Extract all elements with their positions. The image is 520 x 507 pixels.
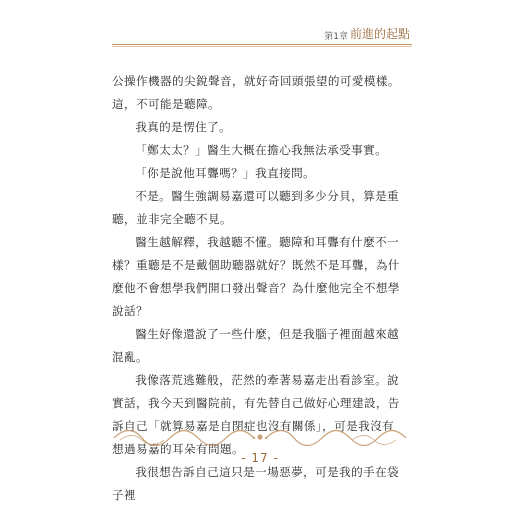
chapter-label: 第1章 <box>324 32 348 42</box>
running-header <box>0 0 520 40</box>
paragraph: 我真的是愣住了。 <box>135 120 232 134</box>
paragraph: 醫生好像還說了一些什麼，但是我腦子裡面越來越混亂。 <box>112 327 400 364</box>
paragraph: 「你是說他耳聾嗎？」我直接問。 <box>135 166 316 180</box>
paragraph: 我像落荒逃難般，茫然的牽著易嘉走出看診室。說實話，我今天到醫院前，有先替自己做好心理建設，告訴自己「就算易嘉是自閉症也沒有關係」，可是我沒有想過易嘉的耳朵有問題。 <box>112 373 400 456</box>
paragraph: 公操作機器的尖銳聲音，就好奇回頭張望的可愛模樣。這，不可能是聽障。 <box>112 74 400 111</box>
paragraph: 我很想告訴自己這只是一場惡夢，可是我的手在袋子裡 <box>112 465 400 502</box>
page-number: - 17 - <box>241 451 279 465</box>
paragraph: 醫生越解釋，我越聽不懂。聽障和耳聾有什麼不一樣？重聽是不是戴個助聽器就好？既然不是耳聾，為什麼他不會想學我們開口發出聲音？為什麼他完全不想學說話？ <box>112 235 400 318</box>
chapter-title: 前進的起點 <box>349 27 410 41</box>
paragraph: 不是。醫生強調易嘉還可以聽到多少分貝，算是重聽，並非完全聽不見。 <box>112 189 400 226</box>
header-rule-thin <box>112 46 412 47</box>
decorative-ornament <box>112 426 408 446</box>
paragraph: 「鄭太太？」醫生大概在擔心我無法承受事實。 <box>135 143 388 157</box>
header-rule <box>112 44 412 45</box>
